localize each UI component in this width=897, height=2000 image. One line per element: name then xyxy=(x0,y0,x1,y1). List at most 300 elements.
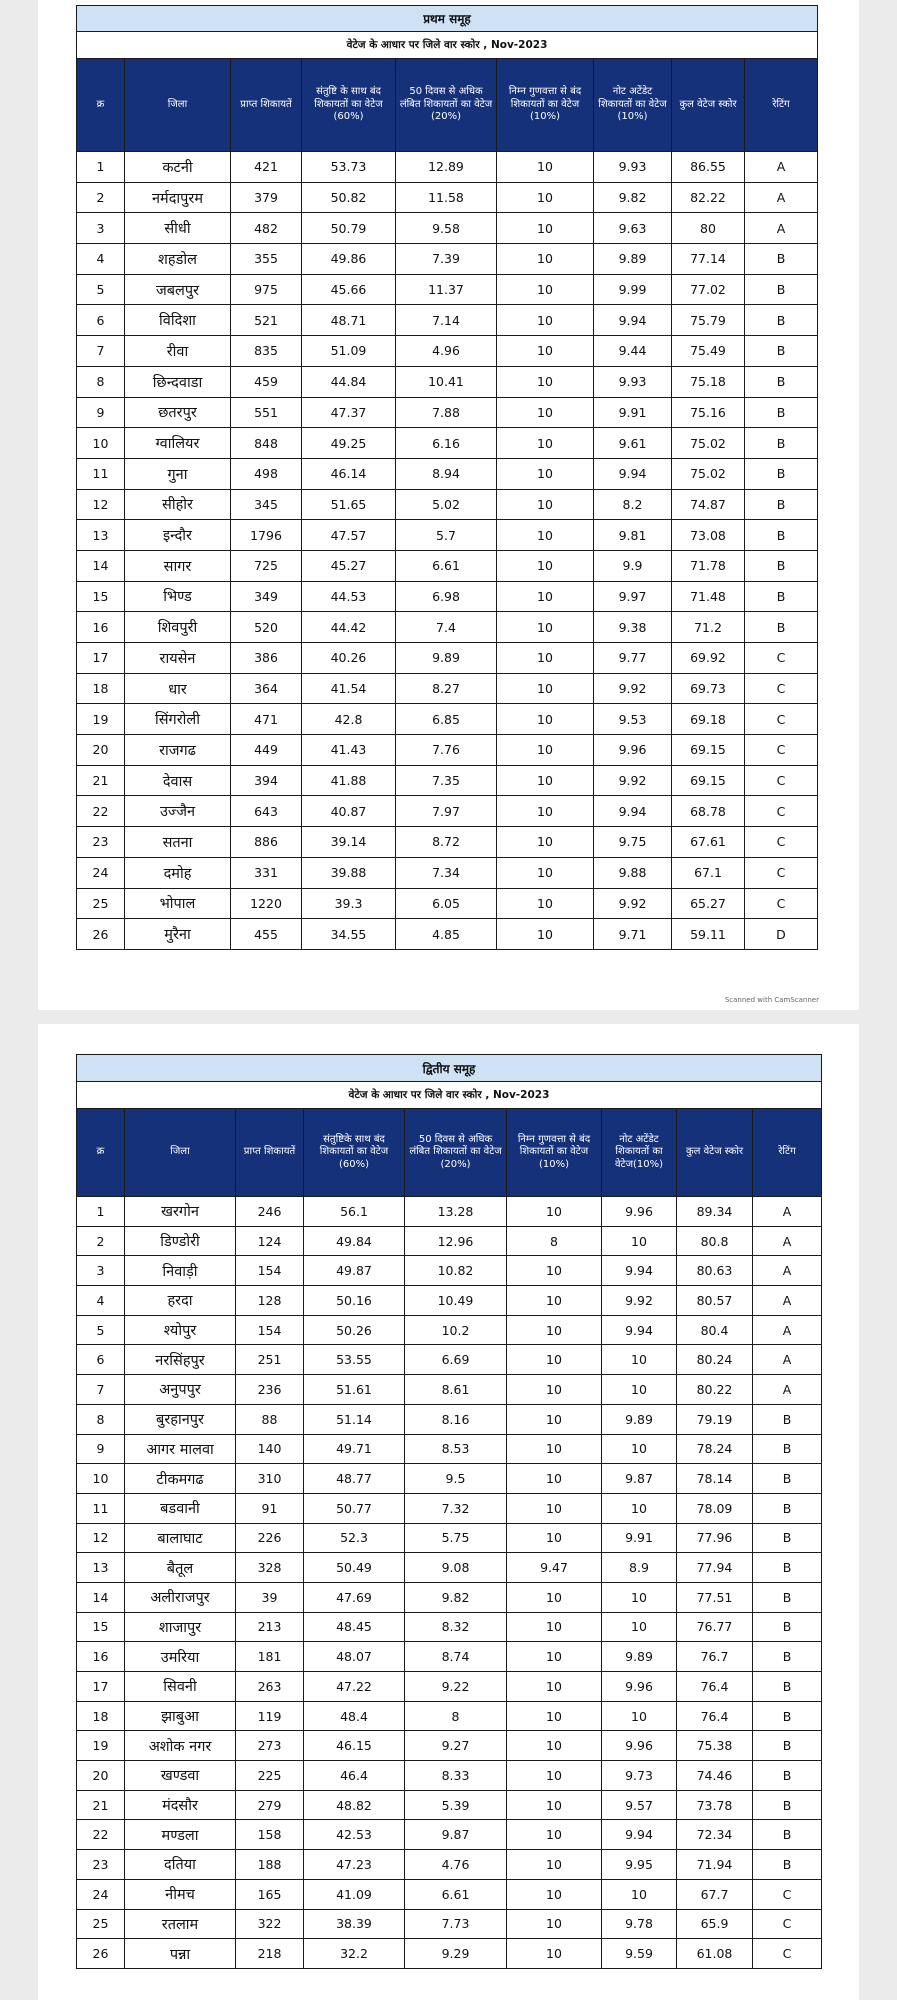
scanned-page-1 xyxy=(38,0,859,1010)
cell-serial: 6 xyxy=(77,305,125,336)
cell-rating: B xyxy=(745,305,818,336)
cell-rating: B xyxy=(745,581,818,612)
cell-rating: B xyxy=(745,550,818,581)
cell-pending-weight: 7.32 xyxy=(405,1493,507,1523)
cell-total-score: 80.22 xyxy=(677,1375,753,1405)
cell-satisfaction-weight: 47.37 xyxy=(302,397,396,428)
table-row xyxy=(77,1642,822,1672)
table-row xyxy=(77,428,818,459)
cell-total-score: 71.2 xyxy=(672,612,745,643)
cell-not-attended-weight: 10 xyxy=(602,1879,677,1909)
cell-received: 39 xyxy=(236,1582,304,1612)
cell-district: अनुपपुर xyxy=(125,1375,236,1405)
cell-not-attended-weight: 9.93 xyxy=(594,366,672,397)
cell-pending-weight: 7.76 xyxy=(396,735,497,766)
cell-low-quality-weight: 10 xyxy=(507,1761,602,1791)
cell-district: दमोह xyxy=(125,857,231,888)
cell-low-quality-weight: 10 xyxy=(507,1731,602,1761)
cell-received: 124 xyxy=(236,1226,304,1256)
cell-received: 471 xyxy=(231,704,302,735)
cell-low-quality-weight: 10 xyxy=(497,458,594,489)
cell-low-quality-weight: 10 xyxy=(497,489,594,520)
cell-rating: B xyxy=(753,1434,822,1464)
cell-rating: B xyxy=(745,274,818,305)
cell-not-attended-weight: 9.89 xyxy=(602,1642,677,1672)
cell-satisfaction-weight: 53.73 xyxy=(302,152,396,183)
cell-total-score: 75.02 xyxy=(672,428,745,459)
cell-district: बैतूल xyxy=(125,1553,236,1583)
cell-rating: B xyxy=(753,1523,822,1553)
cell-low-quality-weight: 10 xyxy=(497,827,594,858)
cell-received: 520 xyxy=(231,612,302,643)
cell-district: सीधी xyxy=(125,213,231,244)
cell-low-quality-weight: 10 xyxy=(497,244,594,275)
cell-rating: B xyxy=(753,1464,822,1494)
cell-rating: C xyxy=(745,735,818,766)
cell-pending-weight: 7.4 xyxy=(396,612,497,643)
header-not-attended-weight: नोट अटेंडेट शिकायतों का वेटेज(10%) xyxy=(602,1109,677,1197)
cell-satisfaction-weight: 39.3 xyxy=(302,888,396,919)
cell-pending-weight: 7.39 xyxy=(396,244,497,275)
cell-satisfaction-weight: 47.57 xyxy=(302,520,396,551)
cell-pending-weight: 6.61 xyxy=(396,550,497,581)
table-row xyxy=(77,1850,822,1880)
table-row xyxy=(77,704,818,735)
table-row xyxy=(77,1226,822,1256)
cell-rating: C xyxy=(745,673,818,704)
table-row xyxy=(77,152,818,183)
cell-pending-weight: 8.74 xyxy=(405,1642,507,1672)
header-district: जिला xyxy=(125,59,231,152)
cell-satisfaction-weight: 41.54 xyxy=(302,673,396,704)
cell-serial: 12 xyxy=(77,1523,125,1553)
cell-district: नीमच xyxy=(125,1879,236,1909)
cell-not-attended-weight: 9.75 xyxy=(594,827,672,858)
cell-serial: 11 xyxy=(77,1493,125,1523)
cell-not-attended-weight: 9.94 xyxy=(602,1256,677,1286)
cell-not-attended-weight: 9.96 xyxy=(602,1731,677,1761)
cell-satisfaction-weight: 46.14 xyxy=(302,458,396,489)
cell-received: 975 xyxy=(231,274,302,305)
cell-serial: 16 xyxy=(77,612,125,643)
cell-low-quality-weight: 10 xyxy=(507,1375,602,1405)
cell-received: 355 xyxy=(231,244,302,275)
cell-district: मण्डला xyxy=(125,1820,236,1850)
cell-total-score: 61.08 xyxy=(677,1939,753,1969)
cell-total-score: 75.79 xyxy=(672,305,745,336)
cell-pending-weight: 10.49 xyxy=(405,1286,507,1316)
cell-satisfaction-weight: 49.84 xyxy=(304,1226,405,1256)
cell-total-score: 65.27 xyxy=(672,888,745,919)
cell-total-score: 76.7 xyxy=(677,1642,753,1672)
cell-received: 128 xyxy=(236,1286,304,1316)
cell-satisfaction-weight: 44.53 xyxy=(302,581,396,612)
cell-satisfaction-weight: 44.84 xyxy=(302,366,396,397)
cell-district: बुरहानपुर xyxy=(125,1404,236,1434)
cell-received: 273 xyxy=(236,1731,304,1761)
cell-received: 449 xyxy=(231,735,302,766)
header-satisfaction-weight: संतुष्टि के साथ बंद शिकायतों का वेटेज (60%) xyxy=(302,59,396,152)
cell-not-attended-weight: 10 xyxy=(602,1345,677,1375)
cell-rating: B xyxy=(753,1642,822,1672)
cell-received: 835 xyxy=(231,336,302,367)
cell-rating: B xyxy=(753,1761,822,1791)
table-row xyxy=(77,581,818,612)
cell-satisfaction-weight: 41.09 xyxy=(304,1879,405,1909)
cell-low-quality-weight: 10 xyxy=(507,1197,602,1227)
cell-satisfaction-weight: 41.43 xyxy=(302,735,396,766)
cell-not-attended-weight: 9.94 xyxy=(594,305,672,336)
cell-district: शहडोल xyxy=(125,244,231,275)
cell-pending-weight: 10.2 xyxy=(405,1315,507,1345)
cell-not-attended-weight: 9.96 xyxy=(602,1197,677,1227)
cell-district: बालाघाट xyxy=(125,1523,236,1553)
cell-serial: 26 xyxy=(77,1939,125,1969)
cell-satisfaction-weight: 39.88 xyxy=(302,857,396,888)
cell-low-quality-weight: 10 xyxy=(497,213,594,244)
cell-pending-weight: 9.27 xyxy=(405,1731,507,1761)
cell-total-score: 69.73 xyxy=(672,673,745,704)
cell-received: 279 xyxy=(236,1790,304,1820)
cell-total-score: 71.94 xyxy=(677,1850,753,1880)
cell-district: सीहोर xyxy=(125,489,231,520)
cell-not-attended-weight: 8.2 xyxy=(594,489,672,520)
cell-received: 345 xyxy=(231,489,302,520)
cell-total-score: 67.1 xyxy=(672,857,745,888)
cell-serial: 8 xyxy=(77,1404,125,1434)
cell-low-quality-weight: 10 xyxy=(497,182,594,213)
cell-not-attended-weight: 9.91 xyxy=(594,397,672,428)
cell-serial: 4 xyxy=(77,1286,125,1316)
cell-received: 364 xyxy=(231,673,302,704)
cell-pending-weight: 8 xyxy=(405,1701,507,1731)
cell-serial: 25 xyxy=(77,888,125,919)
cell-total-score: 72.34 xyxy=(677,1820,753,1850)
cell-serial: 2 xyxy=(77,1226,125,1256)
cell-total-score: 80.24 xyxy=(677,1345,753,1375)
cell-received: 154 xyxy=(236,1256,304,1286)
cell-rating: B xyxy=(745,612,818,643)
cell-pending-weight: 7.73 xyxy=(405,1909,507,1939)
cell-district: गुना xyxy=(125,458,231,489)
cell-district: रतलाम xyxy=(125,1909,236,1939)
cell-satisfaction-weight: 46.15 xyxy=(304,1731,405,1761)
cell-serial: 22 xyxy=(77,1820,125,1850)
header-pending-weight: 50 दिवस से अधिक लंबित शिकायतों का वेटेज (20%) xyxy=(396,59,497,152)
cell-satisfaction-weight: 51.65 xyxy=(302,489,396,520)
cell-serial: 12 xyxy=(77,489,125,520)
cell-received: 213 xyxy=(236,1612,304,1642)
cell-pending-weight: 8.61 xyxy=(405,1375,507,1405)
cell-received: 455 xyxy=(231,919,302,950)
cell-serial: 21 xyxy=(77,765,125,796)
cell-satisfaction-weight: 38.39 xyxy=(304,1909,405,1939)
cell-not-attended-weight: 8.9 xyxy=(602,1553,677,1583)
header-district: जिला xyxy=(125,1109,236,1197)
cell-pending-weight: 7.34 xyxy=(396,857,497,888)
cell-total-score: 68.78 xyxy=(672,796,745,827)
cell-district: छतरपुर xyxy=(125,397,231,428)
group1-table xyxy=(76,5,818,950)
cell-not-attended-weight: 10 xyxy=(602,1582,677,1612)
table-row xyxy=(77,520,818,551)
cell-satisfaction-weight: 48.4 xyxy=(304,1701,405,1731)
cell-received: 236 xyxy=(236,1375,304,1405)
cell-district: नरसिंहपुर xyxy=(125,1345,236,1375)
cell-rating: A xyxy=(745,213,818,244)
cell-low-quality-weight: 10 xyxy=(497,765,594,796)
cell-not-attended-weight: 9.63 xyxy=(594,213,672,244)
cell-serial: 19 xyxy=(77,704,125,735)
cell-rating: C xyxy=(753,1939,822,1969)
cell-serial: 17 xyxy=(77,643,125,674)
cell-pending-weight: 8.27 xyxy=(396,673,497,704)
cell-received: 848 xyxy=(231,428,302,459)
cell-pending-weight: 6.61 xyxy=(405,1879,507,1909)
cell-total-score: 78.24 xyxy=(677,1434,753,1464)
header-received: प्राप्त शिकायतें xyxy=(236,1109,304,1197)
cell-rating: B xyxy=(753,1493,822,1523)
cell-serial: 10 xyxy=(77,1464,125,1494)
cell-total-score: 71.48 xyxy=(672,581,745,612)
table-row xyxy=(77,366,818,397)
cell-pending-weight: 9.82 xyxy=(405,1582,507,1612)
cell-not-attended-weight: 9.92 xyxy=(594,765,672,796)
cell-not-attended-weight: 10 xyxy=(602,1493,677,1523)
cell-district: पन्ना xyxy=(125,1939,236,1969)
cell-rating: C xyxy=(745,857,818,888)
cell-serial: 8 xyxy=(77,366,125,397)
cell-pending-weight: 13.28 xyxy=(405,1197,507,1227)
cell-district: खण्डवा xyxy=(125,1761,236,1791)
cell-satisfaction-weight: 49.87 xyxy=(304,1256,405,1286)
cell-rating: A xyxy=(753,1197,822,1227)
cell-not-attended-weight: 9.73 xyxy=(602,1761,677,1791)
cell-rating: B xyxy=(753,1701,822,1731)
cell-not-attended-weight: 9.92 xyxy=(594,888,672,919)
cell-rating: B xyxy=(753,1553,822,1583)
cell-rating: B xyxy=(753,1612,822,1642)
cell-rating: C xyxy=(753,1909,822,1939)
cell-not-attended-weight: 9.61 xyxy=(594,428,672,459)
cell-rating: B xyxy=(753,1672,822,1702)
cell-district: टीकमगढ xyxy=(125,1464,236,1494)
cell-low-quality-weight: 10 xyxy=(497,152,594,183)
cell-received: 181 xyxy=(236,1642,304,1672)
cell-not-attended-weight: 9.59 xyxy=(602,1939,677,1969)
cell-not-attended-weight: 9.94 xyxy=(602,1315,677,1345)
cell-total-score: 74.87 xyxy=(672,489,745,520)
cell-serial: 6 xyxy=(77,1345,125,1375)
table-row xyxy=(77,1612,822,1642)
cell-pending-weight: 6.69 xyxy=(405,1345,507,1375)
cell-pending-weight: 4.76 xyxy=(405,1850,507,1880)
header-rating: रेटिंग xyxy=(753,1109,822,1197)
cell-rating: A xyxy=(753,1315,822,1345)
cell-rating: D xyxy=(745,919,818,950)
cell-pending-weight: 11.37 xyxy=(396,274,497,305)
cell-serial: 3 xyxy=(77,213,125,244)
group1-header-row xyxy=(77,59,818,152)
cell-serial: 22 xyxy=(77,796,125,827)
cell-total-score: 76.4 xyxy=(677,1701,753,1731)
cell-low-quality-weight: 10 xyxy=(507,1879,602,1909)
cell-serial: 4 xyxy=(77,244,125,275)
cell-serial: 14 xyxy=(77,1582,125,1612)
cell-district: अलीराजपुर xyxy=(125,1582,236,1612)
cell-received: 394 xyxy=(231,765,302,796)
cell-rating: A xyxy=(753,1345,822,1375)
cell-pending-weight: 8.33 xyxy=(405,1761,507,1791)
cell-pending-weight: 4.96 xyxy=(396,336,497,367)
cell-satisfaction-weight: 48.77 xyxy=(304,1464,405,1494)
cell-district: रीवा xyxy=(125,336,231,367)
cell-low-quality-weight: 10 xyxy=(507,1909,602,1939)
cell-low-quality-weight: 10 xyxy=(497,274,594,305)
cell-not-attended-weight: 9.53 xyxy=(594,704,672,735)
cell-rating: B xyxy=(745,397,818,428)
cell-low-quality-weight: 10 xyxy=(507,1939,602,1969)
cell-low-quality-weight: 10 xyxy=(497,612,594,643)
table-row xyxy=(77,274,818,305)
cell-rating: B xyxy=(753,1850,822,1880)
table-row xyxy=(77,643,818,674)
cell-serial: 20 xyxy=(77,1761,125,1791)
cell-satisfaction-weight: 50.82 xyxy=(302,182,396,213)
table-row xyxy=(77,612,818,643)
header-satisfaction-weight: संतुष्टिके साथ बंद शिकायतों का वेटेज (60%) xyxy=(304,1109,405,1197)
cell-satisfaction-weight: 50.26 xyxy=(304,1315,405,1345)
cell-serial: 17 xyxy=(77,1672,125,1702)
scanned-page-2 xyxy=(38,1024,859,2000)
cell-satisfaction-weight: 51.09 xyxy=(302,336,396,367)
group2-table xyxy=(76,1054,822,1969)
cell-received: 218 xyxy=(236,1939,304,1969)
table-row xyxy=(77,1315,822,1345)
table-row xyxy=(77,458,818,489)
cell-district: मंदसौर xyxy=(125,1790,236,1820)
cell-not-attended-weight: 9.82 xyxy=(594,182,672,213)
header-received: प्राप्त शिकायतें xyxy=(231,59,302,152)
table-row xyxy=(77,1582,822,1612)
cell-received: 482 xyxy=(231,213,302,244)
cell-serial: 23 xyxy=(77,827,125,858)
table-row xyxy=(77,1464,822,1494)
cell-received: 498 xyxy=(231,458,302,489)
cell-serial: 2 xyxy=(77,182,125,213)
cell-low-quality-weight: 10 xyxy=(507,1850,602,1880)
cell-low-quality-weight: 10 xyxy=(497,305,594,336)
cell-low-quality-weight: 10 xyxy=(497,857,594,888)
cell-low-quality-weight: 10 xyxy=(507,1820,602,1850)
cell-received: 88 xyxy=(236,1404,304,1434)
cell-total-score: 80.4 xyxy=(677,1315,753,1345)
cell-received: 165 xyxy=(236,1879,304,1909)
cell-received: 331 xyxy=(231,857,302,888)
cell-district: भिण्ड xyxy=(125,581,231,612)
cell-serial: 10 xyxy=(77,428,125,459)
cell-satisfaction-weight: 42.8 xyxy=(302,704,396,735)
cell-received: 328 xyxy=(236,1553,304,1583)
cell-satisfaction-weight: 42.53 xyxy=(304,1820,405,1850)
cell-not-attended-weight: 10 xyxy=(602,1434,677,1464)
cell-total-score: 67.7 xyxy=(677,1879,753,1909)
cell-pending-weight: 6.16 xyxy=(396,428,497,459)
cell-rating: B xyxy=(745,244,818,275)
cell-district: राजगढ xyxy=(125,735,231,766)
cell-serial: 26 xyxy=(77,919,125,950)
cell-rating: B xyxy=(745,489,818,520)
cell-total-score: 80.63 xyxy=(677,1256,753,1286)
cell-serial: 7 xyxy=(77,336,125,367)
scanner-watermark: Scanned with CamScanner xyxy=(724,996,819,1004)
cell-district: दतिया xyxy=(125,1850,236,1880)
cell-total-score: 89.34 xyxy=(677,1197,753,1227)
table-row xyxy=(77,796,818,827)
cell-pending-weight: 6.85 xyxy=(396,704,497,735)
cell-pending-weight: 10.41 xyxy=(396,366,497,397)
table-row xyxy=(77,1523,822,1553)
cell-not-attended-weight: 9.96 xyxy=(602,1672,677,1702)
cell-pending-weight: 7.88 xyxy=(396,397,497,428)
cell-low-quality-weight: 10 xyxy=(497,336,594,367)
cell-district: जबलपुर xyxy=(125,274,231,305)
cell-total-score: 78.14 xyxy=(677,1464,753,1494)
cell-low-quality-weight: 10 xyxy=(497,888,594,919)
cell-satisfaction-weight: 49.25 xyxy=(302,428,396,459)
table-row xyxy=(77,1672,822,1702)
cell-district: नर्मदापुरम xyxy=(125,182,231,213)
cell-pending-weight: 9.08 xyxy=(405,1553,507,1583)
cell-rating: B xyxy=(745,336,818,367)
cell-total-score: 80 xyxy=(672,213,745,244)
cell-rating: B xyxy=(753,1731,822,1761)
cell-total-score: 77.94 xyxy=(677,1553,753,1583)
cell-serial: 25 xyxy=(77,1909,125,1939)
cell-low-quality-weight: 10 xyxy=(507,1672,602,1702)
cell-low-quality-weight: 10 xyxy=(507,1642,602,1672)
cell-pending-weight: 9.29 xyxy=(405,1939,507,1969)
table-row xyxy=(77,213,818,244)
cell-low-quality-weight: 10 xyxy=(497,550,594,581)
cell-pending-weight: 8.53 xyxy=(405,1434,507,1464)
table-row xyxy=(77,765,818,796)
cell-serial: 18 xyxy=(77,1701,125,1731)
cell-pending-weight: 8.94 xyxy=(396,458,497,489)
cell-pending-weight: 5.7 xyxy=(396,520,497,551)
cell-satisfaction-weight: 51.61 xyxy=(304,1375,405,1405)
cell-low-quality-weight: 8 xyxy=(507,1226,602,1256)
cell-satisfaction-weight: 48.07 xyxy=(304,1642,405,1672)
table-row xyxy=(77,1939,822,1969)
cell-not-attended-weight: 9.77 xyxy=(594,643,672,674)
cell-total-score: 79.19 xyxy=(677,1404,753,1434)
cell-satisfaction-weight: 47.22 xyxy=(304,1672,405,1702)
cell-satisfaction-weight: 47.69 xyxy=(304,1582,405,1612)
cell-not-attended-weight: 9.81 xyxy=(594,520,672,551)
table-row xyxy=(77,857,818,888)
cell-total-score: 78.09 xyxy=(677,1493,753,1523)
header-total-score: कुल वेटेज स्कोर xyxy=(672,59,745,152)
cell-serial: 3 xyxy=(77,1256,125,1286)
cell-low-quality-weight: 10 xyxy=(507,1286,602,1316)
cell-not-attended-weight: 9.91 xyxy=(602,1523,677,1553)
cell-not-attended-weight: 9.97 xyxy=(594,581,672,612)
cell-district: ग्वालियर xyxy=(125,428,231,459)
cell-rating: B xyxy=(753,1404,822,1434)
cell-not-attended-weight: 9.71 xyxy=(594,919,672,950)
header-pending-weight: 50 दिवस से अधिक लंबित शिकायतों का वेटेज (20%) xyxy=(405,1109,507,1197)
